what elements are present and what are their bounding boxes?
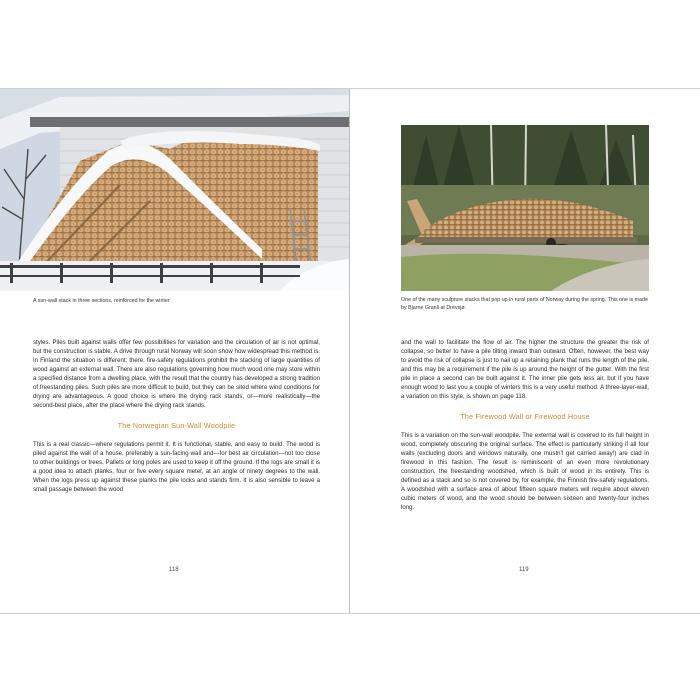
- body-text: [401, 338, 649, 512]
- sculpture-photo-illustration: [401, 125, 649, 291]
- right-page: [350, 89, 700, 613]
- sun-wall-woodpile-photo: [0, 89, 349, 291]
- section-heading: The Norwegian Sun-Wall Woodpile: [117, 421, 236, 430]
- paragraph: This is a variation on the sun-wall woodpile. The external wall is covered to its full height in wood, completely obscuring the original surface. The effect is particularly striking if all four walls (excluding doors and windows naturally, one mustn't get carried away!) are clad in firewood in this fashion. The result is reminiscent of an even more revolutionary construction, the freestanding woodshed, which is built of wood in its entirety. This is defined as a stack and so is not covered by, for example, the Finnish fire-safety regulations. A woodshed with a surface area of about fifteen square meters will require about eleven cubic meters of wood, and the wood should be between sixteen and twenty-four inches long.: [401, 432, 649, 511]
- paragraph: and the wall to facilitate the flow of air. The higher the structure the greater the risk of collapse, so better to have a pile tilting inward than outward. Often, however, the best way to avoid the risk of collapse is just to nail up a retaining plank that runs the length of the pile, and this may be a requirement if the pile is up around the height of the gutter. With the first pile in place a second can be built against it. The inner pile gets less air, but if you have enough wood to last you a couple of winters this is a very useful method. A three-layer-wall, a variation on this style, is shown on page 118.: [401, 339, 649, 400]
- paragraph: styles. Piles built against walls offer few possibilities for variation and the circulation of air is not optimal, but the construction is stable. A drive through rural Norway will soon show how widespread this method is. In Finland the situation is different; there, fire-safety regulations prohibit the stacking of large quantities of wood against an external wall. There are also regulations governing how much wood one may store within a specified distance from a dwelling place, with the result that the country has developed a strong tradition of freestanding piles. Such piles are more difficult to build, but they can be sited where wind conditions for drying are advantageous. A good choice is where the drying rack stands, or—more realistically—the second-best place, after the place where the drying rack stands.: [33, 339, 320, 409]
- left-page: [0, 89, 349, 613]
- page-number: 119: [519, 567, 529, 573]
- body-text: [33, 338, 320, 494]
- sun-wall-photo-illustration: [0, 89, 349, 291]
- paragraph: This is a real classic—where regulations permit it. It is functional, stable, and easy to build. The wood is piled against the wall of a house, preferably a sun-facing wall and—for best air circulation—not too close to other buildings or trees. Pallets or long poles are used to keep it off the ground. If the logs are small it is a good idea to attach planks, four or five every square meter, at an angle of ninety degrees to the wall. When the logs press up against these planks the pile locks and stands firm. It is also sensible to leave a small passage between the wood: [33, 441, 320, 493]
- section-heading: The Firewood Wall or Firewood House: [460, 412, 590, 421]
- photo-caption: One of the many sculpture stacks that pop up in rural parts of Norway during the spring. This one is made by Bjarne Granli at Drevsjø.: [401, 297, 648, 311]
- photo-caption: A sun-wall stack in three sections, reinforced for the winter: [33, 298, 170, 304]
- book-spread: [0, 88, 700, 614]
- sculpture-woodpile-photo: [401, 125, 649, 291]
- page-number: 118: [169, 567, 179, 573]
